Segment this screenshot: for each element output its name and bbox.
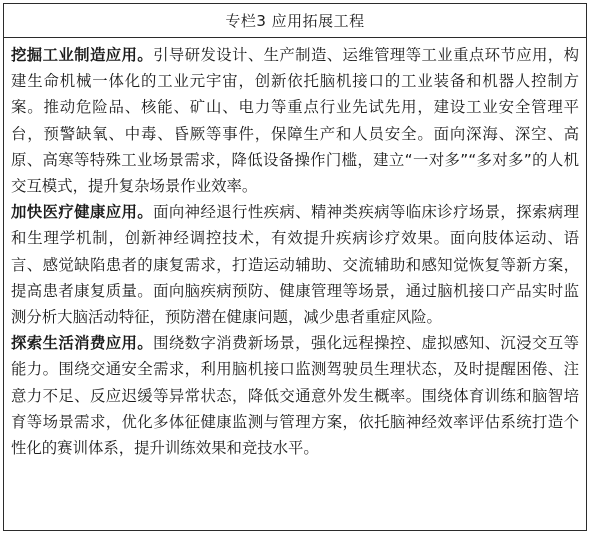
section-consumer bbox=[11, 330, 579, 461]
column-title: 专栏3 应用拓展工程 bbox=[4, 4, 586, 38]
column-box bbox=[3, 3, 587, 531]
section-heading: 加快医疗健康应用。 bbox=[11, 203, 154, 222]
section-medical bbox=[11, 199, 579, 330]
section-text: 围绕数字消费新场景，强化远程操控、虚拟感知、沉浸交互等能力。围绕交通安全需求，利用脑机接口监测驾驶员生理状态，及时提醒困倦、注意力不足、反应迟缓等异常状态，降低交通意外发生概率。围绕体育训练和脑智培育等场景需求，优化多体征健康监测与管理方案，依托脑神经效率评估系统打造个性化的赛训体系，提升训练效果和竞技水平。 bbox=[11, 334, 579, 458]
section-industrial bbox=[11, 42, 579, 199]
section-text: 面向神经退行性疾病、精神类疾病等临床诊疗场景，探索病理和生理学机制，创新神经调控技术，有效提升疾病诊疗效果。面向肢体运动、语言、感觉缺陷患者的康复需求，打造运动辅助、交流辅助和感知觉恢复等新方案，提高患者康复质量。面向脑疾病预防、健康管理等场景，通过脑机接口产品实时监测分析大脑活动特征，预防潜在健康问题，减少患者重症风险。 bbox=[11, 203, 579, 327]
section-text: 引导研发设计、生产制造、运维管理等工业重点环节应用，构建生命机械一体化的工业元宇宙，创新依托脑机接口的工业装备和机器人控制方案。推动危险品、核能、矿山、电力等重点行业先试先用，建设工业安全管理平台，预警缺氧、中毒、昏厥等事件，保障生产和人员安全。面向深海、深空、高原、高寒等特殊工业场景需求，降低设备操作门槛，建立“一对多”“多对多”的人机交互模式，提升复杂场景作业效率。 bbox=[11, 46, 579, 196]
column-content bbox=[4, 38, 586, 461]
section-heading: 挖掘工业制造应用。 bbox=[11, 46, 154, 64]
section-heading: 探索生活消费应用。 bbox=[11, 334, 154, 353]
